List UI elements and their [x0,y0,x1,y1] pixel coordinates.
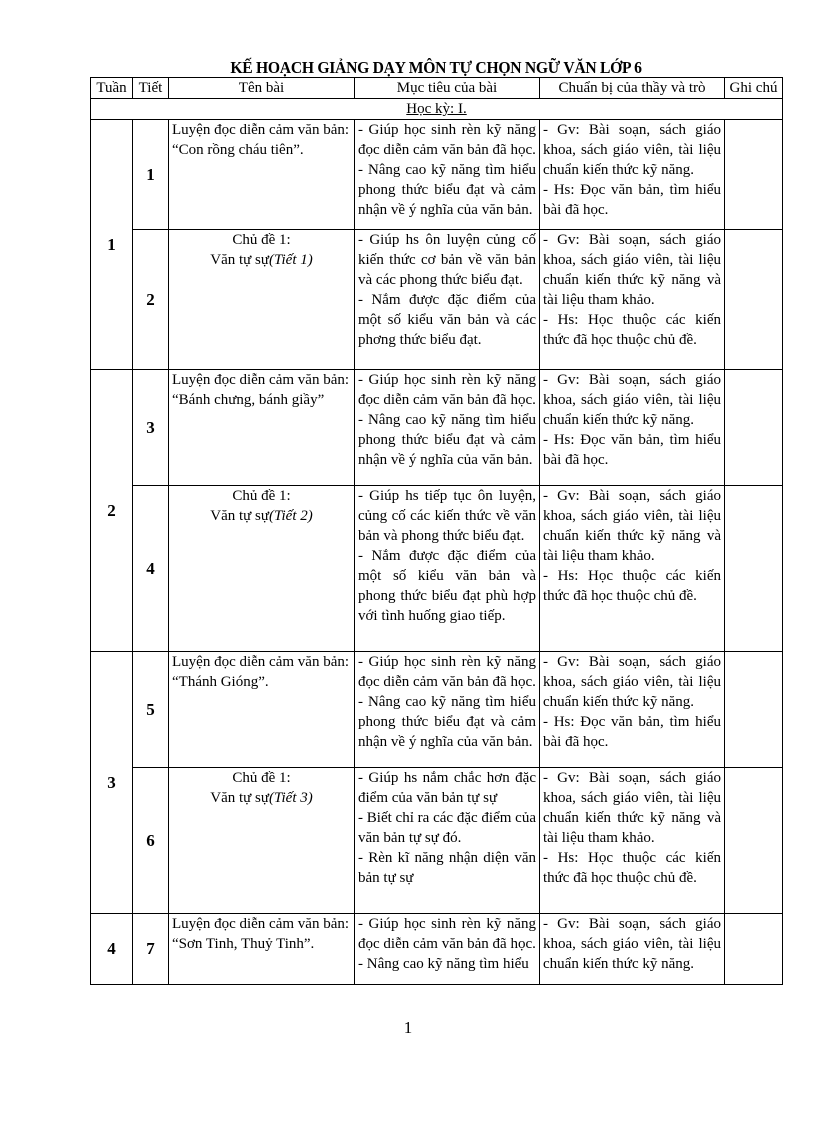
objectives-cell: - Giúp học sinh rèn kỹ năng đọc diễn cảm văn bản đã học. - Nâng cao kỹ năng tìm hiểu phong thức biểu đạt và cảm nhận về ý nghĩa của văn bản. [355,120,540,230]
period-cell: 2 [133,230,169,370]
semester-row [91,99,783,120]
preparation-cell: - Gv: Bài soạn, sách giáo khoa, sách giáo viên, tài liệu chuẩn kiến thức kỹ năng và tài liệu tham khảo. - Hs: Học thuộc các kiến thức đã học thuộc chủ đề. [540,230,725,370]
objectives-cell: - Giúp học sinh rèn kỹ năng đọc diễn cảm văn bản đã học. - Nâng cao kỹ năng tìm hiểu phong thức biểu đạt và cảm nhận về ý nghĩa của văn bản. [355,370,540,486]
notes-cell [725,652,783,768]
period-cell: 3 [133,370,169,486]
notes-cell [725,914,783,985]
page-title: KẾ HOẠCH GIẢNG DẠY MÔN TỰ CHỌN NGỮ VĂN LỚP 6 [230,58,642,77]
notes-cell [725,120,783,230]
lesson-cell: Luyện đọc diễn cảm văn bản: “Con rồng cháu tiên”. [169,120,355,230]
header-preparation: Chuẩn bị của thầy và trò [540,78,725,99]
table-row [91,914,783,985]
table-row [91,230,783,370]
semester-label: Học kỳ: I. [406,101,467,117]
notes-cell [725,370,783,486]
table-row [91,486,783,652]
preparation-cell: - Gv: Bài soạn, sách giáo khoa, sách giáo viên, tài liệu chuẩn kiến thức kỹ năng. - Hs: Đọc văn bản, tìm hiểu bài đã học. [540,652,725,768]
header-objectives: Mục tiêu của bài [355,78,540,99]
lesson-cell: Chủ đề 1: Văn tự sự(Tiết 1) [169,230,355,370]
table-row [91,370,783,486]
header-notes: Ghi chú [725,78,783,99]
lesson-cell: Luyện đọc diễn cảm văn bản: “Sơn Tinh, Thuỷ Tinh”. [169,914,355,985]
week-cell: 4 [91,914,133,985]
lesson-cell: Luyện đọc diễn cảm văn bản: “Thánh Gióng”. [169,652,355,768]
week-cell: 1 [91,120,133,370]
objectives-cell: - Giúp học sinh rèn kỹ năng đọc diễn cảm văn bản đã học. - Nâng cao kỹ năng tìm hiểu [355,914,540,985]
page-number: 1 [403,1018,413,1037]
notes-cell [725,768,783,914]
objectives-cell: - Giúp hs ôn luyện củng cố kiến thức cơ bản về văn bản và các phong thức biểu đạt. - Nắm được đặc điểm của một số kiểu văn bản và các phơng thức biểu đạt. [355,230,540,370]
header-lesson: Tên bài [169,78,355,99]
period-cell: 5 [133,652,169,768]
notes-cell [725,230,783,370]
preparation-cell: - Gv: Bài soạn, sách giáo khoa, sách giáo viên, tài liệu chuẩn kiến thức kỹ năng. - Hs: Đọc văn bản, tìm hiểu bài đã học. [540,370,725,486]
header-week: Tuần [91,78,133,99]
objectives-cell: - Giúp hs tiếp tục ôn luyện, củng cố các kiến thức về văn bản và phong thức biểu đạt. - Nắm được đặc điểm của một số kiểu văn bản và phong thức biểu đạt phù hợp với tình huống giao tiếp. [355,486,540,652]
week-cell: 2 [91,370,133,652]
period-cell: 7 [133,914,169,985]
lesson-plan-table [90,77,783,985]
notes-cell [725,486,783,652]
table-row [91,768,783,914]
lesson-cell: Chủ đề 1: Văn tự sự(Tiết 2) [169,486,355,652]
lesson-cell: Luyện đọc diễn cảm văn bản: “Bánh chưng, bánh giầy” [169,370,355,486]
period-cell: 4 [133,486,169,652]
preparation-cell: - Gv: Bài soạn, sách giáo khoa, sách giáo viên, tài liệu chuẩn kiến thức kỹ năng và tài liệu tham khảo. - Hs: Học thuộc các kiến thức đã học thuộc chủ đề. [540,486,725,652]
objectives-cell: - Giúp hs nắm chắc hơn đặc điểm của văn bản tự sự - Biết chỉ ra các đặc điểm của văn bản tự sự đó. - Rèn kĩ năng nhận diện văn bản tự sự [355,768,540,914]
preparation-cell: - Gv: Bài soạn, sách giáo khoa, sách giáo viên, tài liệu chuẩn kiến thức kỹ năng. - Hs: Đọc văn bản, tìm hiểu bài đã học. [540,120,725,230]
table-row [91,652,783,768]
period-cell: 1 [133,120,169,230]
preparation-cell: - Gv: Bài soạn, sách giáo khoa, sách giáo viên, tài liệu chuẩn kiến thức kỹ năng và tài liệu tham khảo. - Hs: Học thuộc các kiến thức đã học thuộc chủ đề. [540,768,725,914]
preparation-cell: - Gv: Bài soạn, sách giáo khoa, sách giáo viên, tài liệu chuẩn kiến thức kỹ năng. [540,914,725,985]
header-period: Tiết [133,78,169,99]
lesson-cell: Chủ đề 1: Văn tự sự(Tiết 3) [169,768,355,914]
period-cell: 6 [133,768,169,914]
objectives-cell: - Giúp học sinh rèn kỹ năng đọc diễn cảm văn bản đã học. - Nâng cao kỹ năng tìm hiểu phong thức biểu đạt và cảm nhận về ý nghĩa của văn bản. [355,652,540,768]
week-cell: 3 [91,652,133,914]
header-row [91,78,783,99]
table-row [91,120,783,230]
